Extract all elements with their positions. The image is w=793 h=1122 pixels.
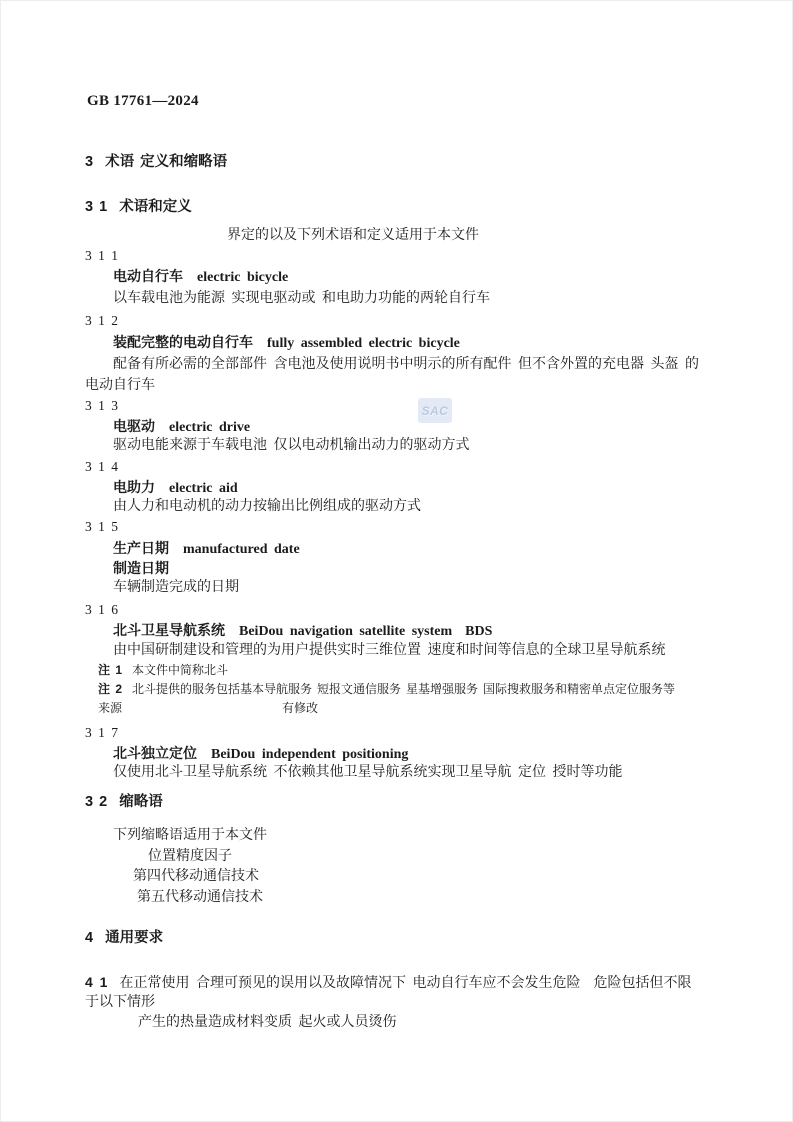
- definition-text: 车辆制造完成的日期: [113, 580, 239, 595]
- term-en: electric bicycle: [197, 270, 289, 285]
- term-entry-number: 3 1 2: [85, 313, 118, 328]
- term-line: [113, 266, 745, 286]
- terms-intro-text: 界定的以及下列术语和定义适用于本文件: [227, 228, 479, 243]
- term-line: [113, 538, 745, 558]
- note-line: [98, 661, 745, 680]
- abbreviation-item: 第四代移动通信技术: [133, 869, 259, 884]
- definition-text: 下列缩略语适用于本文件: [113, 828, 267, 843]
- note-text: 本文件中简称北斗: [132, 663, 229, 677]
- source-line: [98, 699, 745, 718]
- term-zh: 电驱动: [113, 418, 155, 434]
- subsection-heading: 3 2 缩略语: [85, 794, 163, 810]
- standard-number-header: GB 17761—2024: [87, 93, 199, 109]
- term-entry-number: 3 1 5: [85, 519, 118, 534]
- term-line: [113, 332, 745, 352]
- section-heading: 3 术语 定义和缩略语: [85, 154, 228, 170]
- note-label: 注 1: [98, 663, 123, 677]
- term-zh: 北斗卫星导航系统: [113, 622, 225, 638]
- definition-text: 由人力和电动机的动力按输出比例组成的驱动方式: [113, 499, 421, 514]
- paragraph-text: 于以下情形: [85, 995, 155, 1010]
- clause-number: 4 1: [85, 974, 108, 990]
- subsection-heading: 3 1 术语和定义: [85, 199, 192, 215]
- note-text: 北斗提供的服务包括基本导航服务 短报文通信服务 星基增强服务 国际搜救服务和精密单点定位服务等: [132, 682, 676, 696]
- source-modified-label: 有修改: [282, 701, 319, 715]
- abbreviation-item: 第五代移动通信技术: [137, 890, 263, 905]
- term-line: [113, 477, 745, 497]
- definition-text: 配备有所必需的全部部件 含电池及使用说明书中明示的所有配件 但不含外置的充电器 头盔 的: [113, 357, 699, 372]
- term-en: BeiDou independent positioning: [211, 747, 409, 762]
- term-entry-number: 3 1 6: [85, 602, 118, 617]
- term-line: [113, 558, 745, 578]
- term-zh: 电动自行车: [113, 268, 183, 284]
- source-label: 来源: [98, 701, 123, 715]
- abbreviation-item: 位置精度因子: [148, 849, 232, 864]
- definition-text: 仅使用北斗卫星导航系统 不依赖其他卫星导航系统实现卫星导航 定位 授时等功能: [113, 765, 623, 780]
- term-en: electric drive: [169, 420, 251, 435]
- document-body: [85, 115, 745, 1033]
- term-zh: 生产日期: [113, 540, 169, 556]
- section-heading: 4 通用要求: [85, 930, 164, 946]
- clause-text: 在正常使用 合理可预见的误用以及故障情况下 电动自行车应不会发生危险 危险包括但不限: [119, 976, 692, 991]
- list-item-text: 产生的热量造成材料变质 起火或人员烫伤: [138, 1015, 397, 1030]
- term-en: fully assembled electric bicycle: [267, 336, 460, 351]
- term-entry-number: 3 1 3: [85, 398, 118, 413]
- sac-watermark-logo: SAC: [418, 398, 452, 423]
- definition-text: 由中国研制建设和管理的为用户提供实时三维位置 速度和时间等信息的全球卫星导航系统: [113, 643, 666, 658]
- note-label: 注 2: [98, 682, 123, 696]
- term-line: [113, 416, 745, 436]
- term-entry-number: 3 1 4: [85, 459, 118, 474]
- definition-text: 以车载电池为能源 实现电驱动或 和电助力功能的两轮自行车: [113, 291, 490, 306]
- term-entry-number: 3 1 1: [85, 248, 118, 263]
- term-en: manufactured date: [183, 542, 300, 557]
- clause-paragraph: [85, 972, 745, 992]
- term-entry-number: 3 1 7: [85, 725, 118, 740]
- term-en: electric aid: [169, 481, 238, 496]
- term-zh: 北斗独立定位: [113, 745, 197, 761]
- note-line: [98, 680, 745, 699]
- term-zh: 电助力: [113, 479, 155, 495]
- term-en: BeiDou navigation satellite system BDS: [239, 624, 493, 639]
- term-zh: 装配完整的电动自行车: [113, 334, 253, 350]
- term-line: [113, 743, 745, 763]
- term-line: [113, 620, 745, 640]
- definition-text: 驱动电能来源于车载电池 仅以电动机输出动力的驱动方式: [113, 438, 470, 453]
- definition-text: 电动自行车: [85, 378, 155, 393]
- term-zh: 制造日期: [113, 560, 169, 576]
